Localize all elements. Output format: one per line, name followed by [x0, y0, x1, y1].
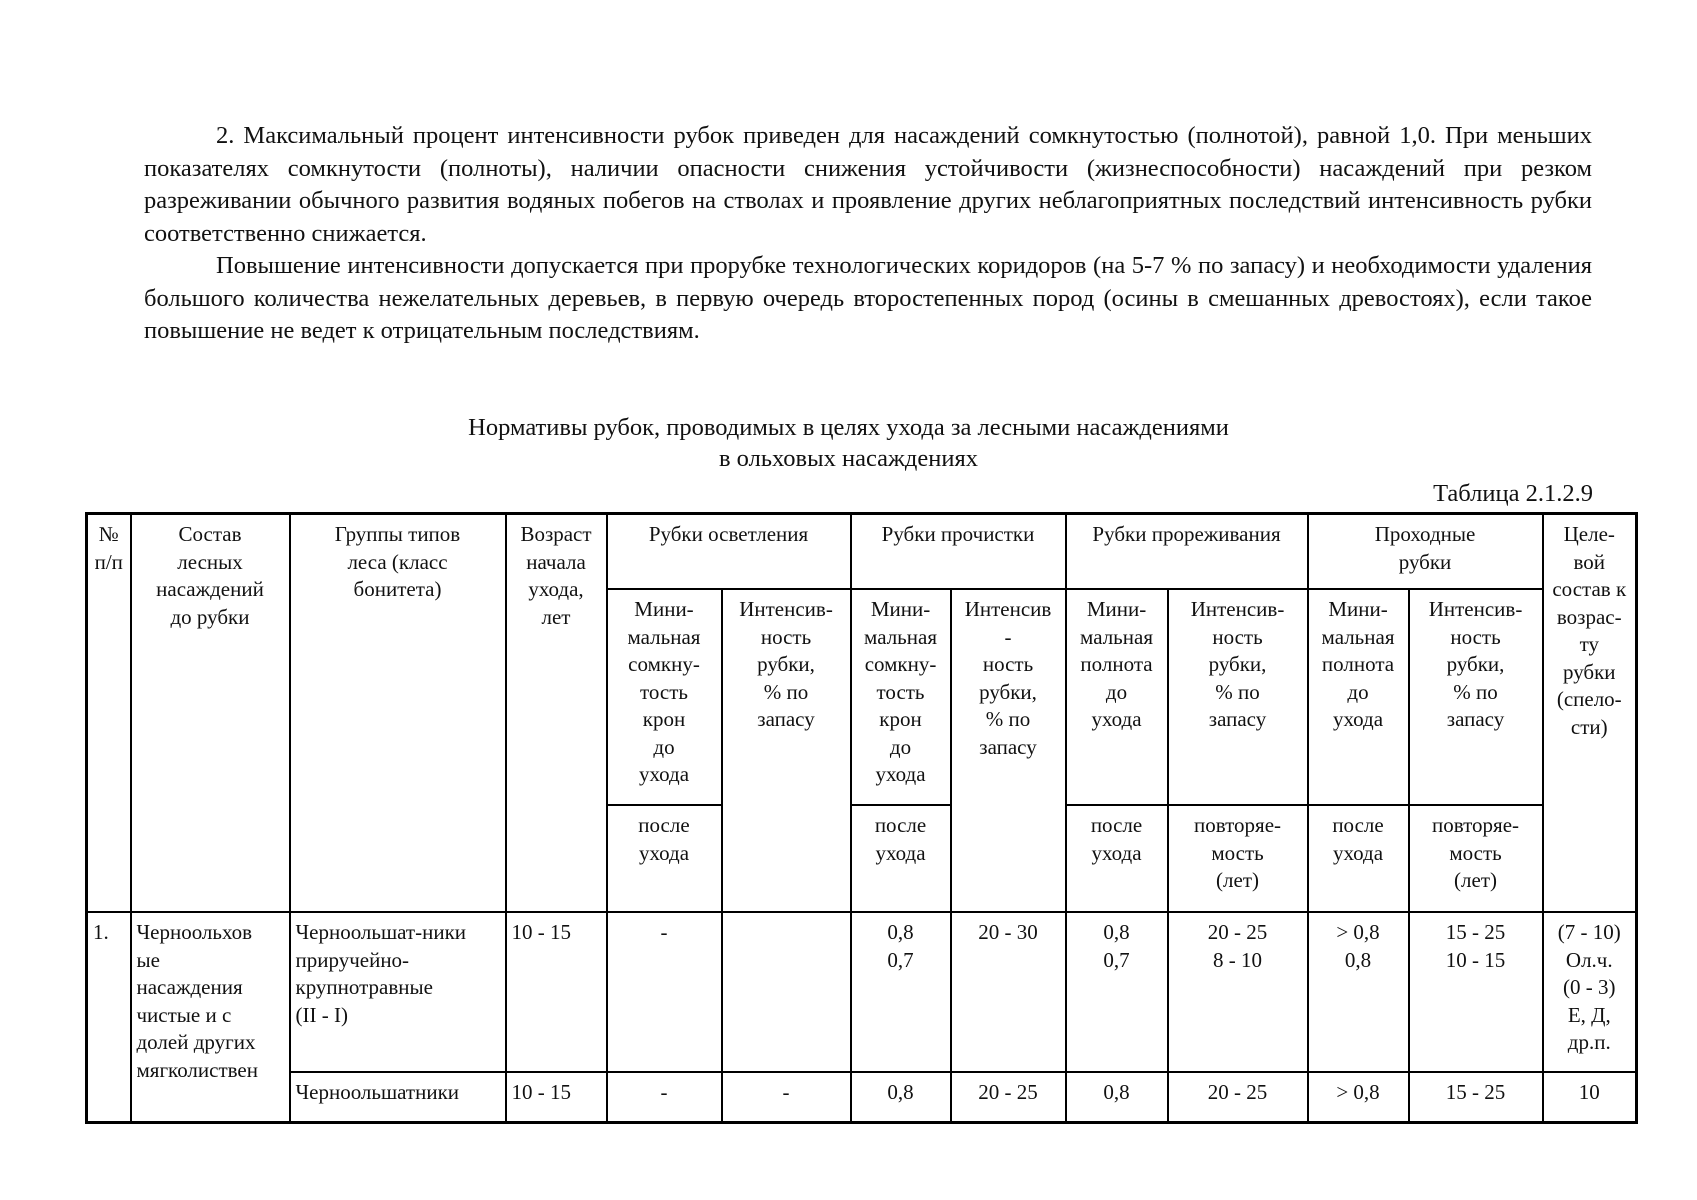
cell-thinning-min: 0,8 0,7	[1066, 912, 1168, 1072]
header-cleaning: Рубки прочистки	[851, 514, 1066, 590]
cell-age: 10 - 15	[506, 912, 607, 1072]
cell-clearing-int: -	[722, 1072, 851, 1123]
header-age: Возраст начала ухода, лет	[506, 514, 607, 913]
header-clearing-after: после ухода	[607, 805, 722, 912]
cell-passage-int: 15 - 25	[1409, 1072, 1543, 1123]
header-passage-after: после ухода	[1308, 805, 1409, 912]
table-row	[87, 912, 1637, 1072]
intro-text	[144, 120, 1592, 348]
cell-composition: Черноольхов ые насаждения чистые и с долей других мягколиствен	[131, 912, 290, 1123]
header-cleaning-int: Интенсив - ность рубки, % по запасу	[951, 589, 1066, 912]
cell-cleaning-int: 20 - 25	[951, 1072, 1066, 1123]
header-forest-types: Группы типов леса (класс бонитета)	[290, 514, 506, 913]
header-clearing-int: Интенсив- ность рубки, % по запасу	[722, 589, 851, 912]
header-passage-int: Интенсив- ность рубки, % по запасу	[1409, 589, 1543, 805]
cell-clearing-min: -	[607, 1072, 722, 1123]
norms-table	[85, 512, 1638, 1124]
header-target: Целе- вой состав к возрас- ту рубки (спело- сти)	[1543, 514, 1637, 913]
header-passage-min: Мини- мальная полнота до ухода	[1308, 589, 1409, 805]
header-composition: Состав лесных насаждений до рубки	[131, 514, 290, 913]
header-passage-repeat: повторяе- мость (лет)	[1409, 805, 1543, 912]
cell-age: 10 - 15	[506, 1072, 607, 1123]
header-clearing-min: Мини- мальная сомкну- тость крон до ухода	[607, 589, 722, 805]
cell-cleaning-int: 20 - 30	[951, 912, 1066, 1072]
cell-cleaning-min: 0,8 0,7	[851, 912, 951, 1072]
cell-clearing-min: -	[607, 912, 722, 1072]
cell-num: 1.	[87, 912, 131, 1123]
table-row	[87, 1072, 1637, 1123]
header-thinning-after: после ухода	[1066, 805, 1168, 912]
cell-thinning-int: 20 - 25	[1168, 1072, 1308, 1123]
header-passage: Проходные рубки	[1308, 514, 1543, 590]
cell-forest-type: Черноольшат-ники приручейно- крупнотравные (II - I)	[290, 912, 506, 1072]
header-clearing: Рубки осветления	[607, 514, 851, 590]
header-thinning-int: Интенсив- ность рубки, % по запасу	[1168, 589, 1308, 805]
table-number: Таблица 2.1.2.9	[1433, 480, 1593, 507]
header-thinning: Рубки прореживания	[1066, 514, 1308, 590]
cell-passage-int: 15 - 25 10 - 15	[1409, 912, 1543, 1072]
cell-passage-min: > 0,8 0,8	[1308, 912, 1409, 1072]
cell-target: 10	[1543, 1072, 1637, 1123]
table-title-line-2: в ольховых насаждениях	[718, 445, 979, 472]
table-title	[0, 412, 1697, 474]
cell-passage-min: > 0,8	[1308, 1072, 1409, 1123]
header-row-groups	[87, 514, 1637, 590]
cell-forest-type: Черноольшатники	[290, 1072, 506, 1123]
cell-target: (7 - 10) Ол.ч. (0 - 3) Е, Д, др.п.	[1543, 912, 1637, 1072]
header-thinning-min: Мини- мальная полнота до ухода	[1066, 589, 1168, 805]
cell-clearing-int	[722, 912, 851, 1072]
table-title-line-1: Нормативы рубок, проводимых в целях ухода за лесными насаждениями	[468, 414, 1229, 441]
cell-cleaning-min: 0,8	[851, 1072, 951, 1123]
header-num: № п/п	[87, 514, 131, 913]
intro-paragraph-2: Повышение интенсивности допускается при прорубке технологических коридоров (на 5-7 % по запасу) и необходимости удаления большого количества нежелательных деревьев, в первую очередь второстепенных пород (осины в смешанных древостоях), если такое повышение не ведет к отрицательным последствиям.	[144, 252, 1592, 344]
header-cleaning-after: после ухода	[851, 805, 951, 912]
header-cleaning-min: Мини- мальная сомкну- тость крон до ухода	[851, 589, 951, 805]
cell-thinning-min: 0,8	[1066, 1072, 1168, 1123]
cell-thinning-int: 20 - 25 8 - 10	[1168, 912, 1308, 1072]
header-thinning-repeat: повторяе- мость (лет)	[1168, 805, 1308, 912]
intro-paragraph-1: 2. Максимальный процент интенсивности рубок приведен для насаждений сомкнутостью (полнотой), равной 1,0. При меньших показателях сомкнутости (полноты), наличии опасности снижения устойчивости (жизнеспособности) насаждений при резком разреживании обычного развития водяных побегов на стволах и проявление других неблагоприятных последствий интенсивность рубки соответственно снижается.	[144, 122, 1592, 247]
